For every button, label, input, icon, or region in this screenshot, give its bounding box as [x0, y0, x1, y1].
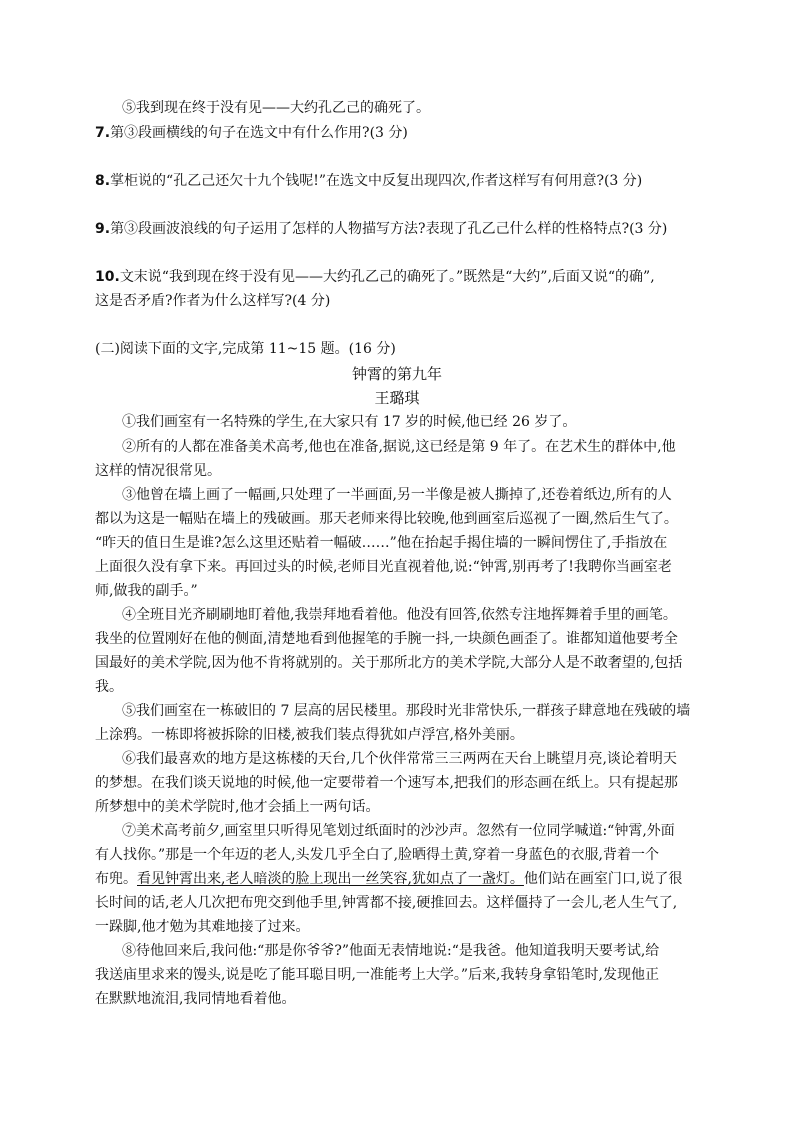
question-8: [95, 172, 642, 190]
paragraph-7-line: [95, 870, 682, 888]
question-10-continued: 这是否矛盾?作者为什么这样写?(4 分): [95, 293, 331, 309]
paragraph-6-line: 所梦想中的美术学院时,他才会插上一两句话。: [95, 799, 380, 815]
paragraph-4-line: 我。: [95, 679, 123, 695]
text-segment: 布兜。: [95, 871, 137, 887]
paragraph-4-line: 国最好的美术学院,因为他不肯将就别的。关于那所北方的美术学院,大部分人是不敢奢望的,包括: [95, 655, 683, 671]
question-text: 掌柜说的“孔乙己还欠十九个钱呢!”在选文中反复出现四次,作者这样写有何用意?(3 分): [110, 173, 643, 189]
question-text: 文末说“我到现在终于没有见——大约孔乙己的确死了。”既然是“大约”,后面又说“的确”,: [119, 269, 655, 285]
paragraph-3-line: “昨天的值日生是谁?怎么这里还贴着一幅破……”他在抬起手揭住墙的一瞬间愣住了,手指放在: [95, 535, 668, 551]
paragraph-2-line: ②所有的人都在准备美术高考,他也在准备,据说,这已经是第 9 年了。在艺术生的群体中,他: [122, 439, 676, 455]
paragraph-1-line: ①我们画室有一名特殊的学生,在大家只有 17 岁的时候,他已经 26 岁了。: [122, 414, 577, 430]
paragraph-4-line: 我坐的位置刚好在他的侧面,清楚地看到他握笔的手腕一抖,一块颜色画歪了。谁都知道他要考全: [95, 631, 678, 647]
question-9: [95, 220, 667, 238]
prev-passage-item-5: ⑤我到现在终于没有见——大约孔乙己的确死了。: [122, 100, 430, 116]
paragraph-6-line: 的梦想。在我们谈天说地的时候,他一定要带着一个速写本,把我们的形态画在纸上。只有提起那: [95, 775, 678, 791]
paragraph-5-line: ⑤我们画室在一栋破旧的 7 层高的居民楼里。那段时光非常快乐,一群孩子肆意地在残破的墙: [122, 703, 691, 719]
paragraph-7-line: 一跺脚,他才勉为其难地接了过来。: [95, 919, 310, 935]
paragraph-3-line: ③他曾在墙上画了一幅画,只处理了一半画面,另一半像是被人撕掉了,还卷着纸边,所有的人: [122, 487, 672, 503]
article-title: 钟霄的第九年: [351, 365, 442, 383]
text-segment: 他们站在画室门口,说了很: [523, 871, 683, 887]
paragraph-3-line: 师,做我的副手。”: [95, 583, 198, 599]
paragraph-2-line: 这样的情况很常见。: [95, 463, 221, 479]
paragraph-8-line: ⑧待他回来后,我问他:“那是你爷爷?”他面无表情地说:“是我爸。他知道我明天要考试,给: [122, 943, 660, 959]
paragraph-7-line: 长时间的话,老人几次把布兜交到他手里,钟霄都不接,硬推回去。这样僵持了一会儿,老人生气了,: [95, 895, 678, 911]
question-number: 7.: [95, 125, 111, 141]
question-10: [95, 268, 655, 286]
question-text: 第③段画横线的句子在选文中有什么作用?(3 分): [110, 125, 408, 141]
paragraph-8-line: 在默默地流泪,我同情地看着他。: [95, 991, 296, 1007]
paragraph-3-line: 都以为这是一幅贴在墙上的残破画。那天老师来得比较晚,他到画室后巡视了一圈,然后生气了。: [95, 511, 678, 527]
paragraph-7-line: ⑦美术高考前夕,画室里只听得见笔划过纸面时的沙沙声。忽然有一位同学喊道:“钟霄,外面: [122, 823, 675, 839]
question-text: 第③段画波浪线的句子运用了怎样的人物描写方法?表现了孔乙己什么样的性格特点?(3 分): [110, 221, 668, 237]
paragraph-7-line: 有人找你。”那是一个年迈的老人,头发几乎全白了,脸晒得土黄,穿着一身蓝色的衣服,背着一个: [95, 847, 659, 863]
question-number: 8.: [95, 173, 111, 189]
question-number: 10.: [95, 269, 120, 285]
paragraph-8-line: 我送庙里求来的馒头,说是吃了能耳聪目明,一准能考上大学。”后来,我转身拿铅笔时,发现他正: [95, 967, 659, 983]
article-author: 王璐琪: [374, 389, 420, 407]
paragraph-5-line: 上涂鸦。一栋即将被拆除的旧楼,被我们装点得犹如卢浮宫,格外美丽。: [95, 727, 524, 743]
underlined-sentence: 看见钟霄出来,老人暗淡的脸上现出一丝笑容,犹如点了一盏灯。: [137, 871, 524, 887]
section-header: (二)阅读下面的文字,完成第 11~15 题。(16 分): [95, 341, 396, 357]
question-7: [95, 124, 408, 142]
question-number: 9.: [95, 221, 111, 237]
paragraph-6-line: ⑥我们最喜欢的地方是这栋楼的天台,几个伙伴常常三三两两在天台上眺望月亮,谈论着明天: [122, 751, 677, 767]
paragraph-4-line: ④全班目光齐刷刷地盯着他,我崇拜地看着他。他没有回答,依然专注地挥舞着手里的画笔。: [122, 607, 677, 623]
paragraph-3-line: 上面很久没有拿下来。再回过头的时候,老师目光直视着他,说:“钟霄,别再考了!我聘你当画室老: [95, 559, 672, 575]
